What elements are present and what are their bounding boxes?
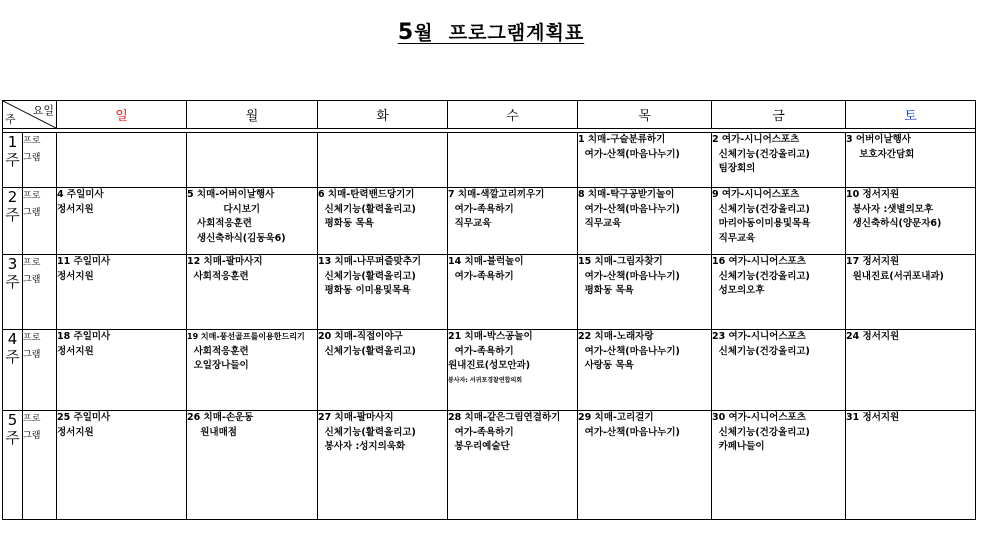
day-cell-line: 정서지원 <box>57 203 94 215</box>
day-cell <box>846 411 976 520</box>
day-cell <box>57 411 187 520</box>
day-cell-line: 봉우리예술단 <box>448 441 510 452</box>
day-cell-line: 12 치매-팔마사지 <box>187 256 263 267</box>
day-cell <box>187 255 318 330</box>
day-cell-line: 21 치매-박스공놀이 <box>448 331 533 342</box>
week-label-part: 5 <box>7 411 18 429</box>
day-cell-line: 원내진료(서귀포내과) <box>846 270 944 282</box>
day-cell-line: 10 정서지원 <box>846 189 900 200</box>
program-label-part: 프로 <box>23 333 41 343</box>
day-cell-line: 사회적응훈련 <box>187 218 252 229</box>
calendar-body <box>3 133 976 520</box>
day-cell <box>712 133 846 188</box>
program-label-part: 그램 <box>23 350 41 360</box>
day-cell-line: 신체기능(건강올리고) <box>712 270 810 282</box>
program-label <box>23 133 57 188</box>
day-cell-line: 여가-산책(마음나누기) <box>578 426 680 438</box>
day-cell-line: 24 정서지원 <box>846 331 900 342</box>
day-cell-line: 25 주일미사 <box>57 412 111 423</box>
day-cell <box>448 330 578 411</box>
program-label-part: 그램 <box>23 431 41 441</box>
week-row <box>3 330 976 411</box>
week-label-part: 주 <box>5 429 20 447</box>
week-label-part: 2 <box>7 188 18 206</box>
day-cell <box>712 188 846 255</box>
day-header-fri: 금 <box>712 101 846 129</box>
day-cell <box>578 133 712 188</box>
day-cell-line: 9 여가-시니어스포츠 <box>712 189 800 200</box>
day-cell-line: 봉사자: 서귀포경찰연합의회 <box>448 376 523 384</box>
day-cell <box>57 188 187 255</box>
day-cell-line: 신체기능(건강올리고) <box>712 148 810 160</box>
program-label-part: 그램 <box>23 208 41 218</box>
day-header-thu: 목 <box>578 101 712 129</box>
day-cell-line: 17 정서지원 <box>846 256 900 267</box>
program-calendar-table <box>2 100 976 520</box>
title-month: 5 <box>397 20 415 45</box>
program-label-part: 프로 <box>23 414 41 424</box>
day-cell <box>187 133 318 188</box>
day-cell-line: 생신축하식(양문자6) <box>846 218 942 229</box>
day-cell-line: 사랑동 목욕 <box>578 360 634 371</box>
day-cell <box>448 411 578 520</box>
day-cell-line: 20 치매-직접이야구 <box>318 331 403 342</box>
program-label <box>23 188 57 255</box>
day-cell-line: 16 여가-시니어스포츠 <box>712 256 806 267</box>
day-cell-line: 정서지원 <box>57 345 94 357</box>
header-row <box>3 101 976 129</box>
day-cell-line: 15 치매-그림자찾기 <box>578 256 663 267</box>
corner-week-label: 주 <box>5 113 16 126</box>
day-cell <box>578 330 712 411</box>
day-cell-line: 신체기능(건강올리고) <box>712 345 810 357</box>
day-cell-line: 23 여가-시니어스포츠 <box>712 331 806 342</box>
program-label <box>23 255 57 330</box>
day-cell-line: 카페나들이 <box>712 441 765 452</box>
week-label-part: 3 <box>7 255 18 273</box>
corner-header <box>3 101 57 129</box>
day-cell-line: 평화동 목욕 <box>578 285 634 296</box>
program-label <box>23 411 57 520</box>
week-label-part: 4 <box>7 330 18 348</box>
day-cell <box>187 330 318 411</box>
day-cell-line: 여가-산책(마음나누기) <box>578 270 680 282</box>
day-cell <box>846 188 976 255</box>
day-cell <box>712 330 846 411</box>
day-cell-line: 원내매점 <box>187 426 237 438</box>
day-cell-line: 다시보기 <box>187 203 261 215</box>
day-cell-line: 7 치매-색깔고리끼우기 <box>448 189 545 200</box>
page-title <box>0 18 982 45</box>
program-label-part: 프로 <box>23 258 41 268</box>
day-cell <box>846 330 976 411</box>
day-cell-line: 여가-족욕하기 <box>448 345 514 357</box>
program-label-part: 프로 <box>23 136 41 146</box>
day-cell-line: 14 치매-블럭놀이 <box>448 256 524 267</box>
day-cell-line: 여가-산책(마음나누기) <box>578 345 680 357</box>
week-label <box>3 255 23 330</box>
day-cell-line: 11 주일미사 <box>57 256 111 267</box>
day-cell-line: 평화동 목욕 <box>318 218 374 229</box>
day-cell-line: 신체기능(건강올리고) <box>712 203 810 215</box>
day-cell-line: 31 정서지원 <box>846 412 900 423</box>
day-cell <box>578 188 712 255</box>
day-cell-line: 여가-산책(마음나누기) <box>578 203 680 215</box>
day-cell <box>448 255 578 330</box>
day-cell-line: 5 치매-어버이날행사 <box>187 189 275 200</box>
day-cell-line: 사회적응훈련 <box>187 345 249 357</box>
day-cell <box>318 411 448 520</box>
day-cell-line: 여가-족욕하기 <box>448 203 514 215</box>
day-cell-line: 1 치매-구슬분류하기 <box>578 134 666 145</box>
day-cell <box>318 330 448 411</box>
day-header-tue: 화 <box>318 101 448 129</box>
day-cell <box>57 255 187 330</box>
day-cell-line: 신체기능(건강올리고) <box>712 426 810 438</box>
day-cell-line: 봉사자 :샛별의모후 <box>846 203 934 215</box>
day-header-sun: 일 <box>57 101 187 129</box>
day-cell-line: 18 주일미사 <box>57 331 111 342</box>
week-label <box>3 330 23 411</box>
day-cell <box>187 411 318 520</box>
day-cell-line: 직무교육 <box>578 218 622 229</box>
day-cell-line: 신체기능(활력올리고) <box>318 203 416 215</box>
day-cell-line: 2 여가-시니어스포츠 <box>712 134 800 145</box>
day-cell-line: 6 치매-탄력밴드당기기 <box>318 189 415 200</box>
day-cell-line: 19 치매-풍선골프를이용한드리기 <box>187 332 305 341</box>
day-cell-line: 마리아동이미용및목욕 <box>712 218 811 229</box>
day-cell-line: 여가-산책(마음나누기) <box>578 148 680 160</box>
day-cell-line: 22 치매-노래자랑 <box>578 331 654 342</box>
day-header-wed: 수 <box>448 101 578 129</box>
day-cell <box>448 188 578 255</box>
day-cell <box>57 330 187 411</box>
day-cell-line: 3 어버이날행사 <box>846 134 911 145</box>
day-cell-line: 26 치매-손운동 <box>187 412 254 423</box>
corner-weekday-label: 요일 <box>32 104 54 117</box>
day-cell-line: 4 주일미사 <box>57 189 104 200</box>
day-header-mon: 월 <box>187 101 318 129</box>
week-label-part: 1 <box>7 133 18 151</box>
week-row <box>3 411 976 520</box>
day-cell-line: 직무교육 <box>712 232 756 244</box>
week-row <box>3 188 976 255</box>
day-cell-line: 평화동 이미용및목욕 <box>318 285 411 296</box>
day-cell-line: 8 치매-탁구공받기놀이 <box>578 189 675 200</box>
day-cell <box>578 255 712 330</box>
day-cell <box>448 133 578 188</box>
week-label <box>3 188 23 255</box>
program-label-part: 그램 <box>23 275 41 285</box>
day-cell-line: 성모의오후 <box>712 285 765 296</box>
day-cell-line: 28 치매-같은그림연결하기 <box>448 412 561 423</box>
week-label-part: 주 <box>5 273 20 291</box>
program-label-part: 그램 <box>23 153 41 163</box>
day-cell-line: 신체기능(활력올리고) <box>318 426 416 438</box>
day-cell-line: 팀장회의 <box>712 163 756 174</box>
day-cell <box>318 255 448 330</box>
week-label <box>3 411 23 520</box>
day-cell <box>846 133 976 188</box>
day-cell-line: 신체기능(활력올리고) <box>318 270 416 282</box>
day-cell-line: 보호자간담회 <box>846 148 915 160</box>
week-label-part: 주 <box>5 206 20 224</box>
day-cell-line: 여가-족욕하기 <box>448 270 514 282</box>
day-cell-line: 정서지원 <box>57 426 94 438</box>
day-cell-line: 오일장나들이 <box>187 360 249 371</box>
day-cell-line: 원내진료(성모안과) <box>448 360 531 371</box>
program-label-part: 프로 <box>23 191 41 201</box>
day-cell-line: 사회적응훈련 <box>187 270 249 282</box>
week-label <box>3 133 23 188</box>
week-label-part: 주 <box>5 151 20 169</box>
day-cell-line: 여가-족욕하기 <box>448 426 514 438</box>
day-cell <box>187 188 318 255</box>
title-text: 월 프로그램계획표 <box>414 22 585 44</box>
day-cell-line: 13 치매-나무퍼즐맞추기 <box>318 256 422 267</box>
day-cell-line: 직무교육 <box>448 218 492 229</box>
day-cell <box>712 411 846 520</box>
day-cell <box>578 411 712 520</box>
day-cell-line: 29 치매-고리걸기 <box>578 412 654 423</box>
week-row <box>3 255 976 330</box>
day-cell-line: 생신축하식(김동욱6) <box>187 232 286 244</box>
day-cell <box>846 255 976 330</box>
day-header-sat: 토 <box>846 101 976 129</box>
week-label-part: 주 <box>5 348 20 366</box>
day-cell <box>712 255 846 330</box>
day-cell-line: 봉사자 :성지의욱화 <box>318 441 406 452</box>
day-cell <box>318 133 448 188</box>
program-label <box>23 330 57 411</box>
day-cell-line: 정서지원 <box>57 270 94 282</box>
day-cell <box>318 188 448 255</box>
day-cell-line: 27 치매-팔마사지 <box>318 412 394 423</box>
day-cell-line: 30 여가-시니어스포츠 <box>712 412 806 423</box>
day-cell <box>57 133 187 188</box>
day-cell-line: 신체기능(활력올리고) <box>318 345 416 357</box>
week-row <box>3 133 976 188</box>
